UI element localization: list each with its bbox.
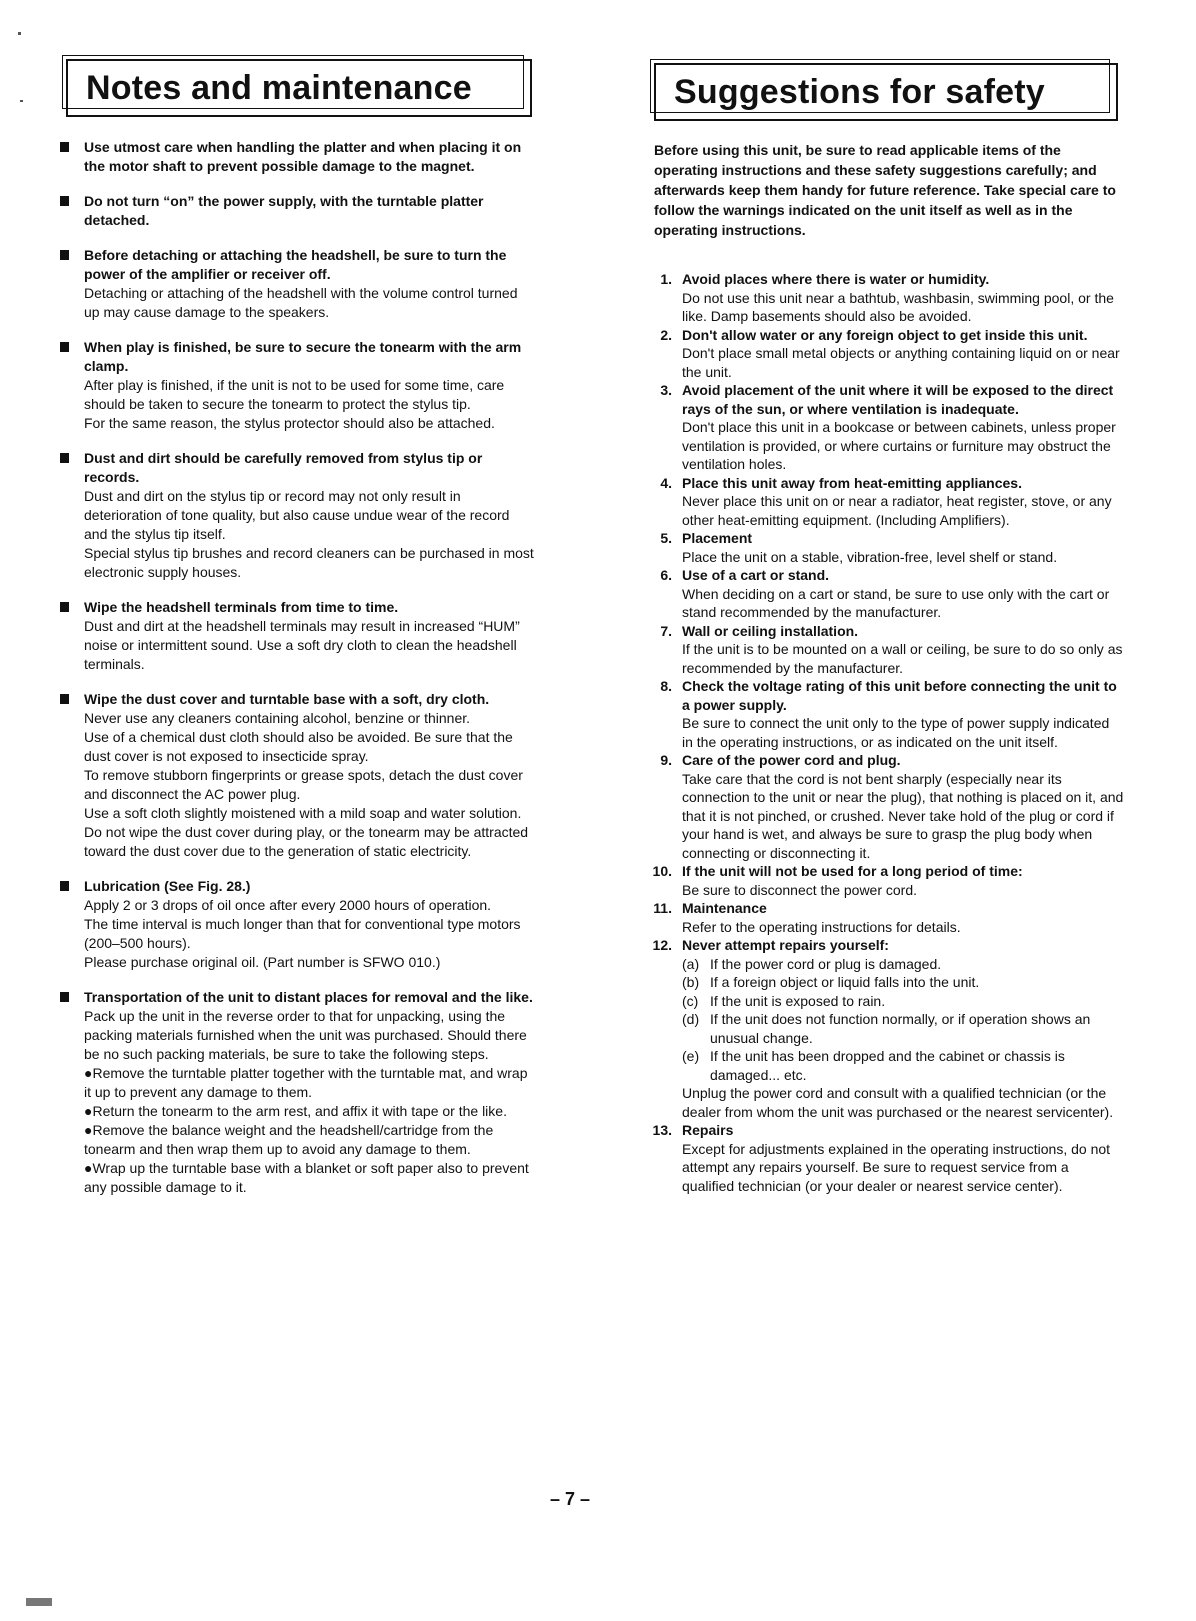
square-bullet-icon (60, 881, 69, 891)
item-heading: Maintenance (682, 900, 767, 916)
condition-text: If the power cord or plug is damaged. (710, 955, 942, 972)
safety-item (624, 622, 1124, 678)
notes-list (58, 138, 536, 1213)
page-number: – 7 – (550, 1489, 591, 1509)
safety-item (624, 474, 1124, 530)
item-heading: Wall or ceiling installation. (682, 622, 859, 639)
item-text: Don't place small metal objects or anything containing liquid on or near the unit. (682, 345, 1120, 380)
safety-item (624, 677, 1124, 751)
item-number: 9. (660, 752, 672, 768)
item-heading: Never attempt repairs yourself: (682, 937, 889, 953)
safety-item (624, 566, 1124, 622)
item-number: 7. (660, 622, 672, 639)
note-text: After play is finished, if the unit is not to be used for some time, care should be taken to secure the tonearm to protect the stylus tip. (84, 377, 505, 412)
scan-artifact (20, 100, 23, 102)
item-text: Refer to the operating instructions for details. (682, 918, 961, 935)
note-item (58, 246, 536, 322)
safety-item (624, 270, 1124, 326)
note-text: Do not wipe the dust cover during play, or the tonearm may be attracted toward the dust cover due to the generation of static electricity. (84, 824, 529, 859)
item-number: 12. (652, 937, 672, 953)
note-heading: Before detaching or attaching the headshell, be sure to turn the power of the amplifier or receiver off. (84, 247, 507, 282)
square-bullet-icon (60, 453, 69, 463)
section-title-safety: Suggestions for safety (654, 63, 1118, 121)
note-heading: Transportation of the unit to distant places for removal and the like. (84, 989, 533, 1005)
safety-item (624, 899, 1124, 936)
section-title-notes: Notes and maintenance (66, 59, 532, 117)
note-text: Dust and dirt on the stylus tip or record may not only result in deterioration of tone quality, but also cause undue wear of the record and the stylus tip itself. (84, 488, 510, 542)
repair-condition (682, 973, 1124, 992)
note-step: ●Remove the turntable platter together with the turntable mat, and wrap it up to prevent any damage to them. (84, 1065, 528, 1100)
condition-label: (e) (682, 1048, 700, 1064)
note-text: Use a soft cloth slightly moistened with a mild soap and water solution. (84, 805, 522, 821)
square-bullet-icon (60, 694, 69, 704)
item-text: Be sure to connect the unit only to the type of power supply indicated in the operating instructions, or as indicated on the unit itself. (682, 715, 1110, 750)
item-number: 3. (660, 382, 672, 398)
condition-text: If the unit is exposed to rain. (710, 992, 886, 1009)
note-text: Dust and dirt at the headshell terminals may result in increased “HUM” noise or intermittent sound. Use a soft dry cloth to clean the headshell terminals. (84, 618, 520, 672)
square-bullet-icon (60, 992, 69, 1002)
safety-list (624, 270, 1124, 1195)
note-heading: Use utmost care when handling the platter and when placing it on the motor shaft to prevent possible damage to the magnet. (84, 139, 522, 174)
item-text: Never place this unit on or near a radiator, heat register, stove, or any other heat-emitting equipment. (Including Amplifiers). (682, 493, 1112, 528)
item-number: 5. (660, 530, 672, 546)
item-heading: Care of the power cord and plug. (682, 752, 901, 768)
item-number: 11. (653, 900, 672, 916)
item-heading: Check the voltage rating of this unit before connecting the unit to a power supply. (682, 678, 1117, 713)
note-item (58, 449, 536, 582)
note-text: For the same reason, the stylus protector should also be attached. (84, 415, 495, 431)
condition-label: (b) (682, 974, 700, 990)
note-text: The time interval is much longer than that for conventional type motors (200–500 hours). (84, 916, 521, 951)
square-bullet-icon (60, 602, 69, 612)
safety-item (624, 751, 1124, 862)
note-item (58, 690, 536, 861)
note-heading: Wipe the dust cover and turntable base with a soft, dry cloth. (84, 691, 490, 707)
note-heading: Wipe the headshell terminals from time to time. (84, 599, 399, 615)
note-item (58, 192, 536, 230)
note-step: ●Remove the balance weight and the headshell/cartridge from the tonearm and then wrap them up to avoid any damage to them. (84, 1122, 494, 1157)
note-step: ●Wrap up the turntable base with a blanket or soft paper also to prevent any possible damage to it. (84, 1160, 529, 1195)
repair-condition (682, 1010, 1124, 1047)
safety-intro: Before using this unit, be sure to read applicable items of the operating instructions and these safety suggestions carefully; and afterwards keep them handy for future reference. Take special care to follow the warnings indicated on the unit itself as well as in the operating instructions. (654, 142, 1116, 238)
note-item (58, 598, 536, 674)
item-number: 1. (660, 271, 672, 287)
item-text: If the unit is to be mounted on a wall or ceiling, be sure to do so only as recommended by the manufacturer. (682, 641, 1123, 676)
item-text: Unplug the power cord and consult with a qualified technician (or the dealer from whom the unit was purchased or the nearest servicenter). (682, 1085, 1114, 1120)
note-item (58, 988, 536, 1197)
note-heading: Do not turn “on” the power supply, with the turntable platter detached. (84, 193, 484, 228)
square-bullet-icon (60, 342, 69, 352)
item-number: 4. (660, 474, 672, 491)
note-text: Please purchase original oil. (Part number is SFWO 010.) (84, 954, 441, 970)
note-text: Use of a chemical dust cloth should also be avoided. Be sure that the dust cover is not exposed to insecticide spray. (84, 729, 513, 764)
item-heading: Repairs (682, 1122, 734, 1138)
item-text: Do not use this unit near a bathtub, washbasin, swimming pool, or the like. Damp basements should also be avoided. (682, 289, 1114, 324)
item-text: Don't place this unit in a bookcase or between cabinets, unless proper ventilation is provided, or where curtains or furniture may obstruct the ventilation holes. (682, 419, 1116, 472)
item-number: 2. (660, 326, 672, 343)
note-text: Detaching or attaching of the headshell with the volume control turned up may cause damage to the speakers. (84, 285, 518, 320)
note-heading: When play is finished, be sure to secure the tonearm with the arm clamp. (84, 339, 522, 374)
note-text: Never use any cleaners containing alcohol, benzine or thinner. (84, 710, 471, 726)
safety-item (624, 1121, 1124, 1195)
item-number: 8. (660, 678, 672, 694)
repair-condition (682, 1047, 1124, 1084)
note-text: Pack up the unit in the reverse order to that for unpacking, using the packing materials furnished when the unit was purchased. Should there be no such packing materials, be sure to take the following steps. (84, 1008, 527, 1062)
item-text: Place the unit on a stable, vibration-free, level shelf or stand. (682, 548, 1058, 565)
square-bullet-icon (60, 196, 69, 206)
note-item (58, 338, 536, 433)
note-item (58, 877, 536, 972)
item-text: Take care that the cord is not bent sharply (especially near its connection to the unit or near the plug), that nothing is placed on it, and that it is not pinched, or crushed. Never take hold of the plug or cord if your hand is wet, and always be sure to grasp the plug body when connecting or disconnecting it. (682, 770, 1124, 861)
condition-label: (c) (682, 992, 699, 1009)
note-text: To remove stubborn fingerprints or grease spots, detach the dust cover and disconnect the AC power plug. (84, 767, 523, 802)
safety-item (624, 529, 1124, 566)
square-bullet-icon (60, 142, 69, 152)
item-number: 6. (660, 567, 672, 583)
item-text: Except for adjustments explained in the operating instructions, do not attempt any repairs yourself. Be sure to request service from a qualified technician (or your dealer or nearest service center). (682, 1140, 1111, 1194)
scan-artifact (26, 1598, 52, 1606)
condition-label: (a) (682, 955, 700, 972)
repair-condition (682, 992, 1124, 1011)
item-heading: Avoid places where there is water or humidity. (682, 271, 990, 287)
item-heading: Placement (682, 530, 753, 546)
item-heading: Avoid placement of the unit where it will be exposed to the direct rays of the sun, or where ventilation is inadequate. (682, 382, 1114, 417)
note-text: Special stylus tip brushes and record cleaners can be purchased in most electronic supply houses. (84, 545, 534, 580)
item-heading: Use of a cart or stand. (682, 567, 830, 583)
note-text: Apply 2 or 3 drops of oil once after every 2000 hours of operation. (84, 897, 492, 913)
square-bullet-icon (60, 250, 69, 260)
condition-text: If the unit does not function normally, or if operation shows an unusual change. (710, 1011, 1091, 1046)
condition-text: If a foreign object or liquid falls into the unit. (710, 974, 980, 990)
safety-item (624, 936, 1124, 1121)
safety-item (624, 862, 1124, 899)
item-heading: Place this unit away from heat-emitting appliances. (682, 474, 1022, 491)
note-heading: Dust and dirt should be carefully removed from stylus tip or records. (84, 450, 483, 485)
note-step: ●Return the tonearm to the arm rest, and affix it with tape or the like. (84, 1103, 507, 1119)
safety-item (624, 326, 1124, 382)
condition-label: (d) (682, 1011, 700, 1027)
safety-item (624, 381, 1124, 474)
item-heading: If the unit will not be used for a long period of time: (682, 863, 1023, 879)
item-text: Be sure to disconnect the power cord. (682, 881, 918, 898)
item-text: When deciding on a cart or stand, be sure to use only with the cart or stand recommended by the manufacturer. (682, 585, 1110, 620)
item-number: 10. (652, 863, 672, 879)
condition-text: If the unit has been dropped and the cabinet or chassis is damaged... etc. (710, 1048, 1065, 1083)
item-number: 13. (652, 1122, 672, 1138)
note-item (58, 138, 536, 176)
item-heading: Don't allow water or any foreign object to get inside this unit. (682, 326, 1088, 343)
scan-artifact (18, 32, 21, 35)
repair-condition (682, 955, 1124, 974)
note-heading: Lubrication (See Fig. 28.) (84, 878, 251, 894)
